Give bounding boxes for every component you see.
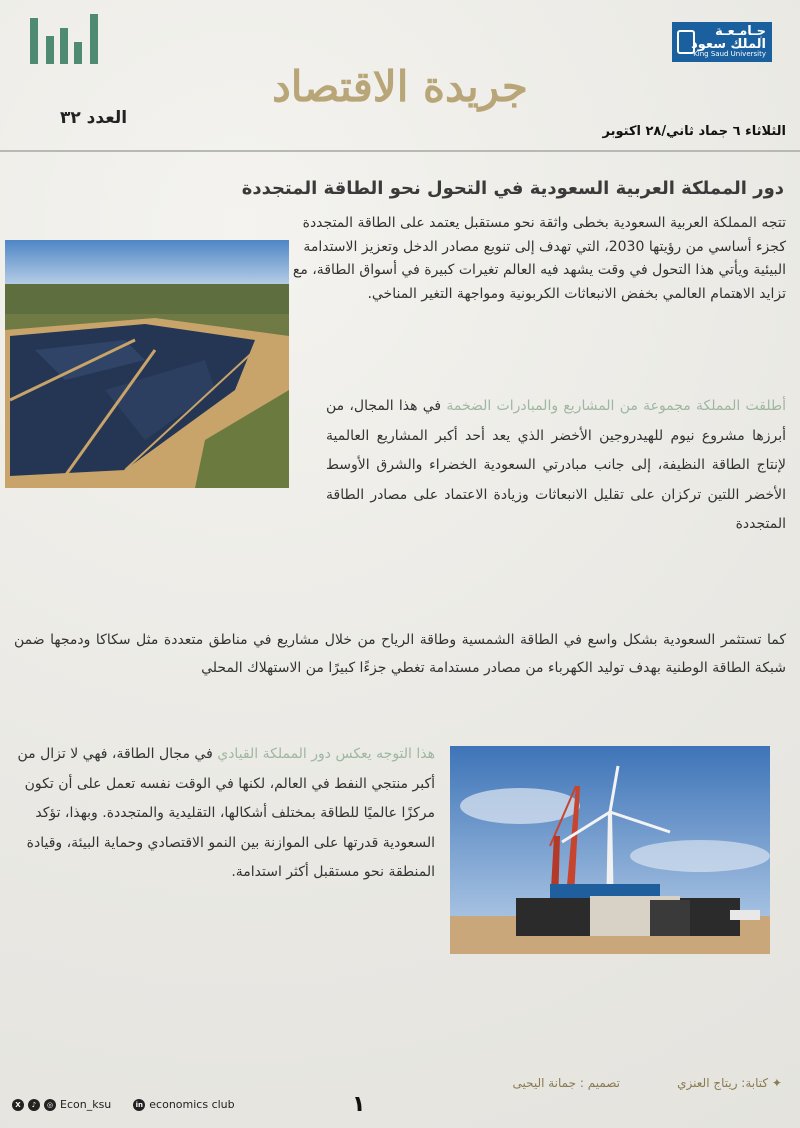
instagram-icon[interactable]: ◎ (44, 1099, 56, 1111)
social-links (12, 1098, 235, 1111)
ksu-logo (672, 22, 772, 62)
article-headline: دور المملكة العربية السعودية في التحول نحو الطاقة المتجددة (241, 178, 784, 199)
solar-farm-photo (5, 240, 289, 488)
linkedin-icon[interactable]: in (133, 1099, 145, 1111)
linkedin-handle[interactable]: economics club (149, 1098, 235, 1111)
paragraph-leadership (10, 740, 435, 888)
ksu-logo-arabic: جـامـعـة الملك سعود (691, 24, 766, 52)
page-number: ١ (352, 1092, 366, 1117)
paragraph-leadership-highlight: هذا التوجه يعكس دور المملكة القيادي (217, 746, 435, 762)
logo-bars-icon (30, 14, 102, 66)
dateline: الثلاثاء ٦ جماد ثاني/٢٨ اكتوبر (602, 124, 786, 139)
header-divider (0, 150, 800, 152)
paragraph-projects-body: في هذا المجال، من أبرزها مشروع نيوم للهيدروجين الأخضر الذي يعد أحد أكبر المشاريع العالمية لإنتاج الطاقة النظيفة، إلى جانب مبادرتي السعودية الخضراء والشرق الأوسط الأخضر اللتين تركزان على تقليل الانبعاثات وزيادة الاعتماد على مصادر الطاقة المتجددة (326, 398, 786, 532)
designer-credit: تصميم : جمانة اليحيى (512, 1076, 620, 1090)
instagram-handle[interactable]: Econ_ksu (60, 1098, 112, 1111)
paragraph-investment: كما تستثمر السعودية بشكل واسع في الطاقة الشمسية وطاقة الرياح من خلال مشاريع في مناطق متعددة مثل سكاكا ودمجها ضمن شبكة الطاقة الوطنية بهدف توليد الكهرباء من مصادر مستدامة تغطي جزءًا كبيرًا من الاستهلاك المحلي (14, 632, 786, 676)
paragraph-intro: تتجه المملكة العربية السعودية بخطى واثقة نحو مستقبل يعتمد على الطاقة المتجددة كجزء أساسي من رؤيتها 2030، التي تهدف إلى تنويع مصادر الدخل وتعزيز الاستدامة البيئية ويأتي هذا التحول في وقت يشهد فيه العالم تغيرات كبيرة في أسواق الطاقة، مع تزايد الاهتمام العالمي بخفض الانبعاثات الكربونية ومواجهة التغير المناخي. (292, 215, 786, 302)
x-icon[interactable]: X (12, 1099, 24, 1111)
masthead-title: جريدة الاقتصاد (272, 62, 528, 111)
wind-turbine-photo (450, 746, 770, 954)
issue-number: العدد ٣٢ (60, 108, 128, 128)
paragraph-leadership-body: في مجال الطاقة، فهي لا تزال من أكبر منتجي النفط في العالم، لكنها في الوقت نفسه تعمل على أن تكون مركزًا عالميًا للطاقة بمختلف أشكالها، التقليدية والمتجددة. وبهذا، تؤكد السعودية قدرتها على الموازنة بين النمو الاقتصادي وحماية البيئة، وقيادة المنطقة نحو مستقبل أكثر استدامة. (17, 746, 435, 880)
tiktok-icon[interactable]: ♪ (28, 1099, 40, 1111)
writer-credit: ✦ كتابة: ريتاج العنزي (677, 1076, 782, 1090)
paragraph-projects (326, 392, 786, 540)
ksu-logo-english: King Saud University (693, 50, 766, 58)
paragraph-projects-highlight: أطلقت المملكة مجموعة من المشاريع والمبادرات الضخمة (446, 398, 787, 414)
